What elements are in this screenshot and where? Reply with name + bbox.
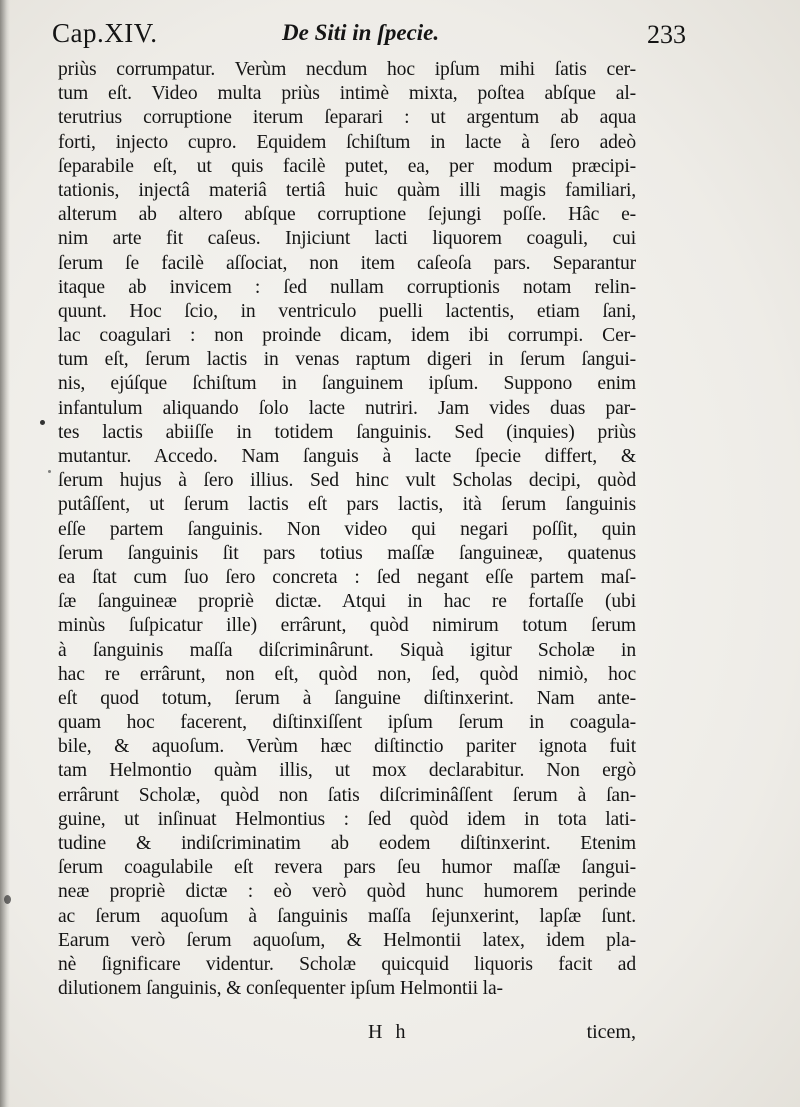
text-line: mutantur. Accedo. Nam ſanguis à lacte ſpecie differt, & — [58, 446, 636, 467]
text-line: nis, ejúſque ſchiſtum in ſanguinem ipſum. Suppono enim — [58, 373, 636, 395]
text-line: quunt. Hoc ſcio, in ventriculo puelli lactentis, etiam ſani, — [58, 300, 636, 322]
text-line: ſæ ſanguineæ propriè dictæ. Atqui in hac re fortaſſe (ubi — [58, 591, 636, 613]
text-line: ſerum coagulabile eſt revera pars ſeu humor maſſæ ſangui- — [58, 857, 636, 879]
text-line: dilutionem ſanguinis, & conſequenter ipſum Helmontii la- — [58, 978, 503, 1000]
text-line: errârunt Scholæ, quòd non ſatis diſcriminâſſent ſerum à ſan- — [58, 784, 636, 806]
chapter-heading: Cap.XIV. — [52, 18, 158, 48]
text-line: eſt quod totum, ſerum à ſanguine diſtinxerint. Nam ante- — [58, 687, 636, 709]
text-line: terutrius corruptione iterum ſeparari : ut argentum ab aqua — [58, 107, 636, 129]
text-line: ſerum ſe facilè aſſociat, non item caſeoſa pars. Separantur — [58, 252, 636, 274]
ink-speck — [40, 420, 45, 425]
text-line: tum eſt. Video multa priùs intimè mixta, poſtea abſque al- — [58, 83, 636, 105]
text-line: alterum ab altero abſque corruptione ſejungi poſſe. Hâc e- — [58, 204, 636, 226]
text-line: tationis, injectâ materiâ tertiâ huic quàm illi magis familiari, — [58, 179, 636, 201]
text-line: lac coagulari : non proinde dicam, idem ibi corrumpi. Cer- — [58, 325, 636, 347]
catchword: ticem, — [586, 1021, 636, 1043]
text-line: neæ propriè dictæ : eò verò quòd hunc humorem perinde — [58, 881, 636, 903]
text-line: minùs ſuſpicatur ille) errârunt, quòd nimirum totum ſerum — [58, 615, 636, 637]
text-line: tum eſt, ſerum lactis in venas raptum digeri in ſerum ſangui- — [58, 349, 636, 371]
page-title: De Siti in ſpecie. — [282, 20, 440, 45]
signature-mark: H h — [368, 1021, 410, 1043]
body-text — [58, 58, 636, 1001]
text-line: ſeparabile eſt, ut quis facilè putet, ea, per modum præcipi- — [58, 155, 636, 177]
text-line: bile, & aquoſum. Verùm hæc diſtinctio pariter ignota fuit — [58, 736, 636, 758]
text-line: Earum verò ſerum aquoſum, & Helmontii latex, idem pla- — [58, 929, 636, 951]
text-line: forti, injecto cupro. Equidem ſchiſtum in lacte à ſero adeò — [58, 131, 636, 153]
text-line: priùs corrumpatur. Verùm necdum hoc ipſum mihi ſatis cer- — [58, 59, 636, 80]
text-line: hac re errârunt, non eſt, quòd non, ſed, quòd nimiò, hoc — [58, 663, 636, 685]
text-line: eſſe partem ſanguinis. Non video qui negari poſſit, quin — [58, 518, 636, 540]
page-footer — [58, 1018, 636, 1048]
page-gutter-shadow — [0, 0, 10, 1107]
page-number: 233 — [647, 20, 686, 49]
text-line: ſerum ſanguinis ſit pars totius maſſæ ſanguineæ, quatenus — [58, 542, 636, 564]
text-line: tes lactis abiiſſe in totidem ſanguinis. Sed (inquies) priùs — [58, 421, 636, 443]
ink-speck — [48, 470, 51, 473]
text-line: putâſſent, ut ſerum lactis eſt pars lactis, ità ſerum ſanguinis — [58, 494, 636, 516]
text-line: ea ſtat cum ſuo ſero concreta : ſed negant eſſe partem maſ- — [58, 566, 636, 588]
text-line: nim arte fit caſeus. Injiciunt lacti liquorem coaguli, cui — [58, 228, 636, 250]
text-line: nè ſignificare videntur. Scholæ quicquid liquoris facit ad — [58, 953, 636, 975]
text-line: ac ſerum aquoſum à ſanguinis maſſa ſejunxerint, lapſæ ſunt. — [58, 905, 636, 927]
running-header — [52, 14, 702, 54]
text-line: itaque ab invicem : ſed nullam corruptionis notam relin- — [58, 276, 636, 298]
text-line: à ſanguinis maſſa diſcriminârunt. Siquà igitur Scholæ in — [58, 639, 636, 661]
text-line: tudine & indiſcriminatim ab eodem diſtinxerint. Etenim — [58, 833, 636, 854]
text-line: ſerum hujus à ſero illius. Sed hinc vult Scholas decipi, quòd — [58, 470, 636, 492]
text-line: infantulum aliquando ſolo lacte nutriri. Jam vides duas par- — [58, 397, 636, 419]
text-line: guine, ut inſinuat Helmontius : ſed quòd idem in tota lati- — [58, 808, 636, 830]
text-line: tam Helmontio quàm illis, ut mox declarabitur. Non ergò — [58, 760, 636, 782]
ink-speck — [4, 895, 11, 904]
text-line: quam hoc facerent, diſtinxiſſent ipſum ſerum in coagula- — [58, 712, 636, 734]
